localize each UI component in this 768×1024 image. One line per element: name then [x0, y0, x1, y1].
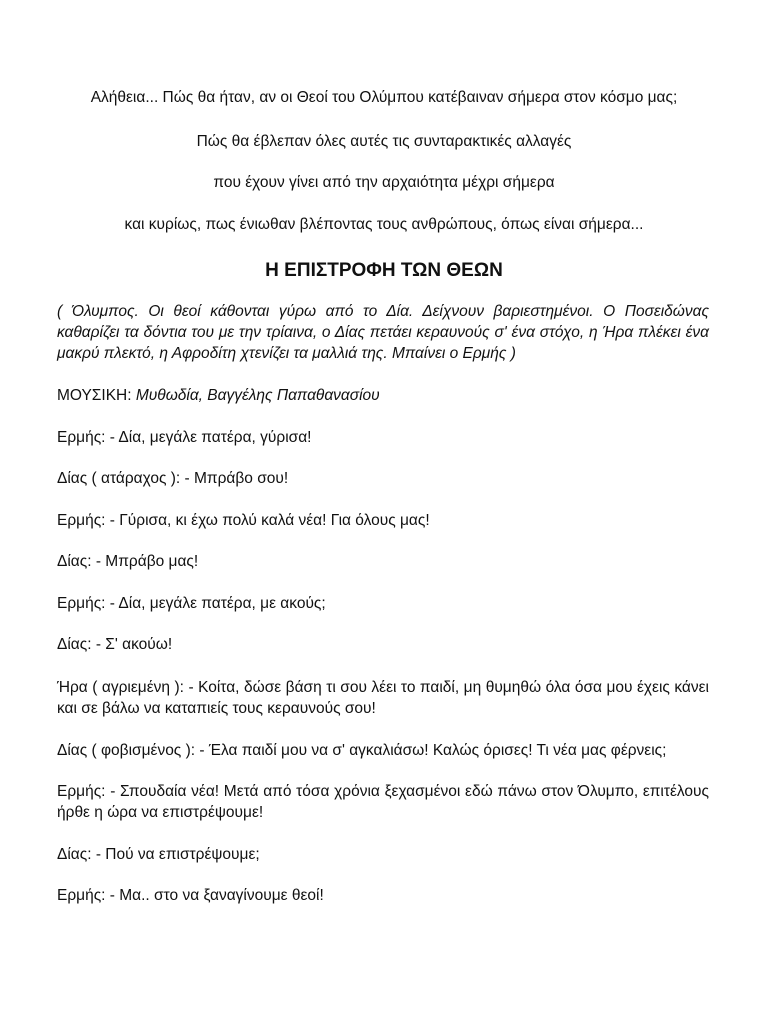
dialogue-line-10: Δίας: - Πού να επιστρέψουμε; — [57, 846, 260, 863]
music-value: Μυθωδία, Βαγγέλης Παπαθανασίου — [135, 387, 380, 404]
dialogue-line-5: Ερμής: - Δία, μεγάλε πατέρα, με ακούς; — [57, 595, 326, 612]
stage-direction: ( Όλυμπος. Οι θεοί κάθονται γύρω από το Δία. Δείχνουν βαριεστημένοι. Ο Ποσειδώνας καθαρίζει τα δόντια του με την τρίαινα, ο Δίας πετάει κεραυνούς σ' ένα στόχο, η Ήρα πλέκει ένα μακρύ πλεκτό, η Αφροδίτη χτενίζει τα μαλλιά της. Μπαίνει ο Ερμής ) — [57, 303, 709, 362]
intro-line-3: που έχουν γίνει από την αρχαιότητα μέχρι σήμερα — [213, 174, 555, 191]
intro-line-4: και κυρίως, πως ένιωθαν βλέποντας τους ανθρώπους, όπως είναι σήμερα... — [124, 216, 644, 233]
music-credit — [57, 385, 709, 406]
dialogue-line-3: Ερμής: - Γύρισα, κι έχω πολύ καλά νέα! Για όλους μας! — [57, 512, 430, 529]
music-label: ΜΟΥΣΙΚΗ: — [57, 387, 132, 404]
dialogue-line-4: Δίας: - Μπράβο μας! — [57, 553, 199, 570]
dialogue-line-9: Ερμής: - Σπουδαία νέα! Μετά από τόσα χρόνια ξεχασμένοι εδώ πάνω στον Όλυμπο, επιτέλους ήρθε η ώρα να επιστρέψουμε! — [57, 783, 709, 821]
play-title: Η ΕΠΙΣΤΡΟΦΗ ΤΩΝ ΘΕΩΝ — [265, 260, 503, 281]
dialogue-line-7: Ήρα ( αγριεμένη ): - Κοίτα, δώσε βάση τι σου λέει το παιδί, μη θυμηθώ όλα όσα μου έχεις κάνει και σε βάλω να καταπιείς τους κεραυνούς σου! — [57, 679, 709, 717]
intro-line-1: Αλήθεια... Πώς θα ήταν, αν οι Θεοί του Ολύμπου κατέβαιναν σήμερα στον κόσμο μας; — [90, 89, 678, 106]
dialogue-line-2: Δίας ( ατάραχος ): - Μπράβο σου! — [57, 470, 289, 487]
dialogue-line-1: Ερμής: - Δία, μεγάλε πατέρα, γύρισα! — [57, 429, 312, 446]
dialogue-line-6: Δίας: - Σ' ακούω! — [57, 636, 173, 653]
intro-line-2: Πώς θα έβλεπαν όλες αυτές τις συνταρακτικές αλλαγές — [196, 133, 572, 150]
dialogue-line-11: Ερμής: - Μα.. στο να ξαναγίνουμε θεοί! — [57, 887, 324, 904]
dialogue-line-8: Δίας ( φοβισμένος ): - Έλα παιδί μου να σ' αγκαλιάσω! Καλώς όρισες! Τι νέα μας φέρνεις; — [57, 742, 667, 759]
